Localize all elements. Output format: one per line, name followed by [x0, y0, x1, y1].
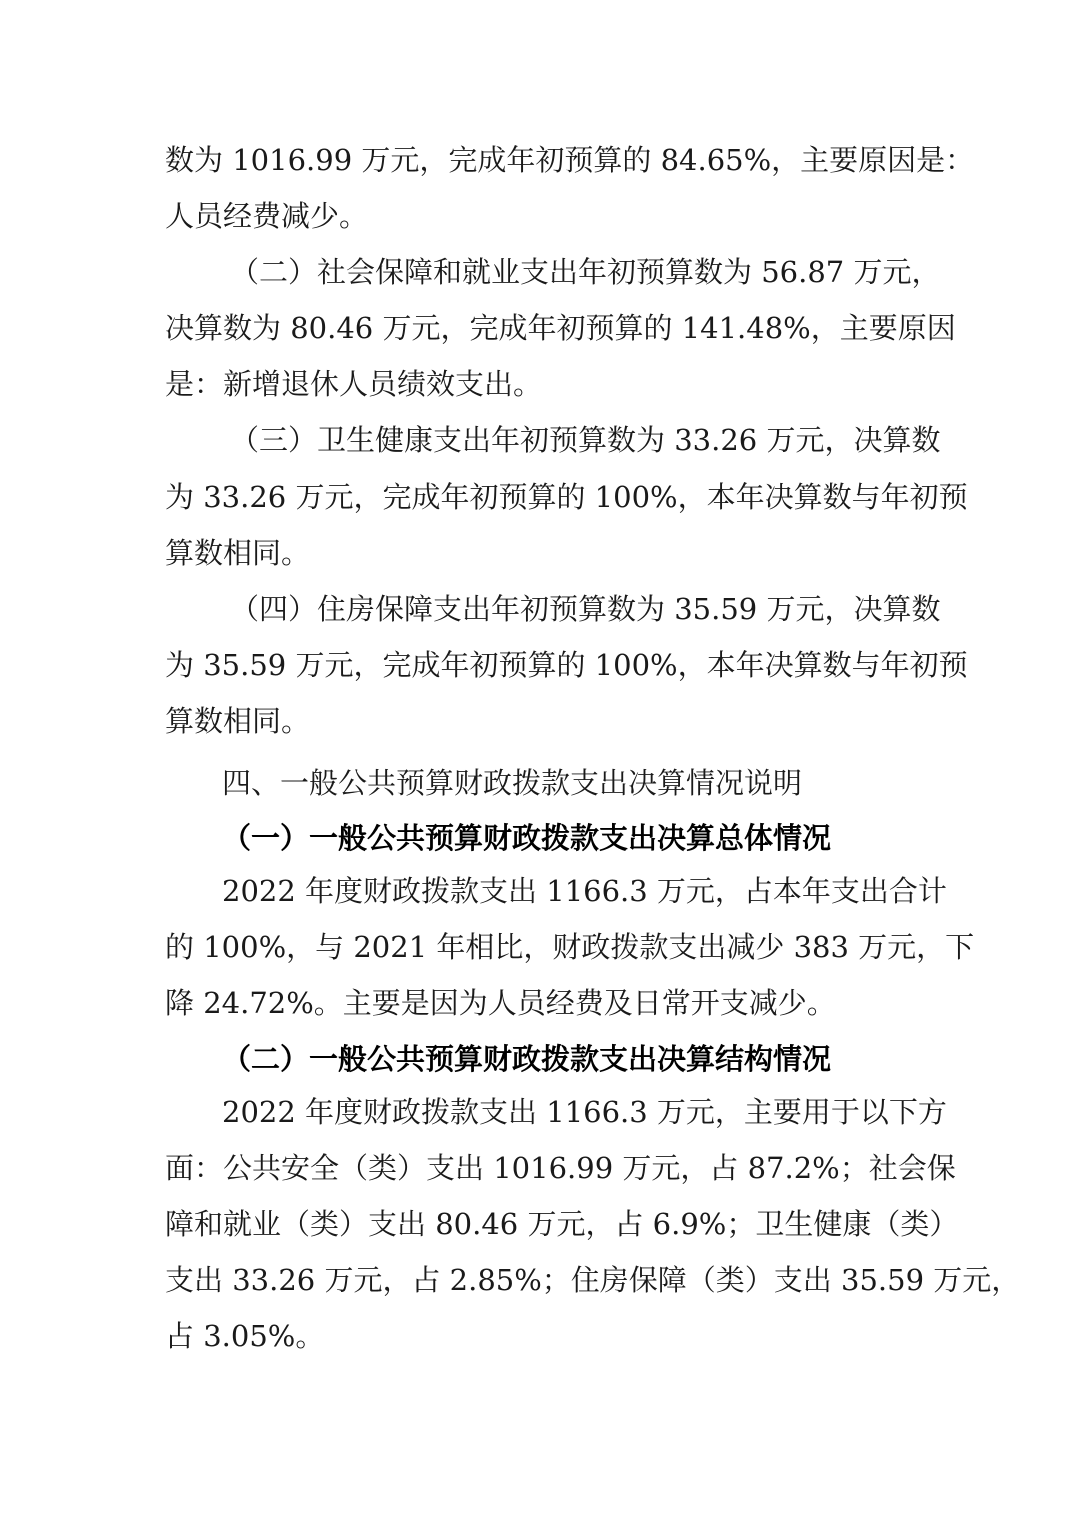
paragraph-line: 算数相同。: [165, 536, 311, 570]
paragraph-line: 是：新增退休人员绩效支出。: [165, 367, 543, 401]
paragraph-line: 降 24.72%。主要是因为人员经费及日常开支减少。: [165, 986, 836, 1020]
paragraph-line: 算数相同。: [165, 704, 311, 738]
paragraph-line: 为 35.59 万元，完成年初预算的 100%，本年决算数与年初预: [165, 648, 968, 682]
paragraph-line: 决算数为 80.46 万元，完成年初预算的 141.48%，主要原因: [165, 311, 956, 345]
paragraph-line: 面：公共安全（类）支出 1016.99 万元，占 87.2%；社会保: [165, 1151, 956, 1185]
paragraph-line: 支出 33.26 万元，占 2.85%；住房保障（类）支出 35.59 万元，: [165, 1263, 1021, 1297]
paragraph-line: （三）卫生健康支出年初预算数为 33.26 万元，决算数: [230, 423, 941, 457]
section-heading: 四、一般公共预算财政拨款支出决算情况说明: [222, 766, 803, 800]
paragraph-line: 人员经费减少。: [165, 199, 369, 233]
paragraph-line: 2022 年度财政拨款支出 1166.3 万元，占本年支出合计: [222, 874, 947, 908]
subsection-heading: （二）一般公共预算财政拨款支出决算结构情况: [222, 1042, 832, 1076]
paragraph-line: 障和就业（类）支出 80.46 万元，占 6.9%；卫生健康（类）: [165, 1207, 959, 1241]
paragraph-line: 数为 1016.99 万元，完成年初预算的 84.65%，主要原因是：: [165, 143, 975, 177]
paragraph-line: （四）住房保障支出年初预算数为 35.59 万元，决算数: [230, 592, 941, 626]
paragraph-line: 的 100%，与 2021 年相比，财政拨款支出减少 383 万元，下: [165, 930, 975, 964]
paragraph-line: 为 33.26 万元，完成年初预算的 100%，本年决算数与年初预: [165, 480, 968, 514]
paragraph-line: 占 3.05%。: [165, 1319, 325, 1353]
paragraph-line: 2022 年度财政拨款支出 1166.3 万元，主要用于以下方: [222, 1095, 947, 1129]
paragraph-line: （二）社会保障和就业支出年初预算数为 56.87 万元，: [230, 255, 941, 289]
subsection-heading: （一）一般公共预算财政拨款支出决算总体情况: [222, 821, 832, 855]
